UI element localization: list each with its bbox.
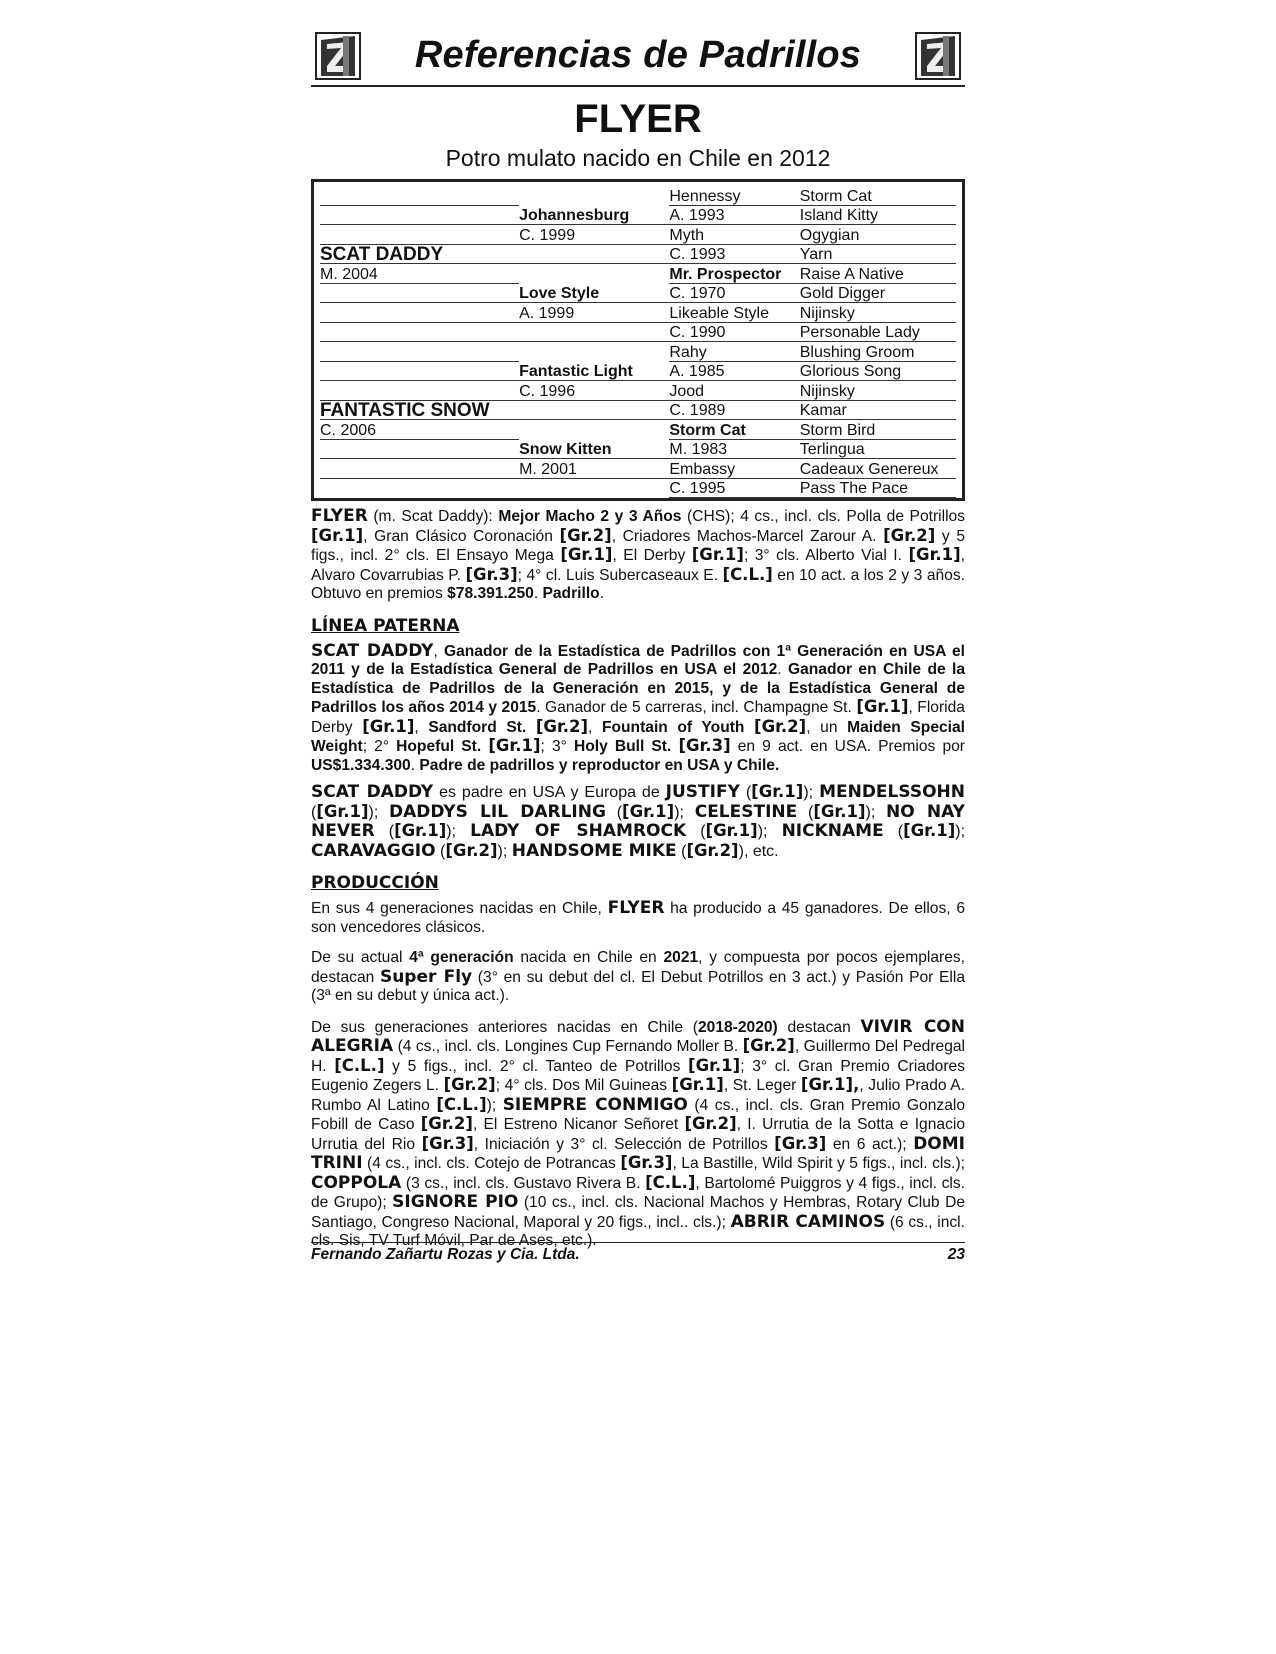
race-record-paragraph: FLYER (m. Scat Daddy): Mejor Macho 2 y 3 Años (CHS); 4 cs., incl. cls. Polla de Potrillos [Gr.1], Gran Clásico Coronación [Gr.2], Criadores Machos-Marcel Zarour A. [Gr.2] y 5 figs., incl. 2° cls. El Ensayo Mega [Gr.1], El Derby [Gr.1]; 3° cls. Alberto Vial I. [Gr.1], Alvaro Covarrubias P. [Gr.3]; 4° cl. Luis Subercaseaux E. [C.L.] en 10 act. a los 2 y 3 años. Obtuvo en premios $78.391.250. Padrillo.: [311, 506, 966, 602]
pedigree-row: [320, 284, 956, 304]
pedigree-cell: M. 2004: [320, 266, 519, 284]
pedigree-cell: C. 1989: [669, 402, 799, 420]
logo-icon: [915, 32, 961, 80]
pedigree-row: [320, 440, 956, 460]
pedigree-cell: Yarn: [800, 246, 956, 264]
pedigree-row: [320, 459, 956, 479]
footer-company: Fernando Zañartu Rozas y Cia. Ltda.: [311, 1246, 580, 1263]
pedigree-cell: Raise A Native: [800, 266, 956, 284]
pedigree-cell: Storm Cat: [669, 422, 799, 440]
page-header: [311, 30, 965, 87]
pedigree-cell: Johannesburg: [519, 207, 669, 225]
pedigree-cell: Ogygian: [800, 227, 956, 245]
pedigree-cell: C. 1999: [519, 227, 669, 245]
pedigree-row: [320, 401, 956, 421]
pedigree-table: [311, 179, 965, 501]
pedigree-cell: Likeable Style: [669, 305, 799, 323]
page-number: 23: [947, 1246, 965, 1263]
pedigree-cell: A. 1999: [519, 305, 669, 323]
pedigree-row: [320, 342, 956, 362]
pedigree-cell: Hennessy: [669, 188, 799, 206]
pedigree-cell: Storm Bird: [800, 422, 956, 440]
pedigree-row: [320, 362, 956, 382]
pedigree-row: [320, 264, 956, 284]
sire-progeny-paragraph: SCAT DADDY es padre en USA y Europa de JUSTIFY ([Gr.1]); MENDELSSOHN ([Gr.1]); DADDYS LIL DARLING ([Gr.1]); CELESTINE ([Gr.1]); NO NAY NEVER ([Gr.1]); LADY OF SHAMROCK ([Gr.1]); NICKNAME ([Gr.1]); CARAVAGGIO ([Gr.2]); HANDSOME MIKE ([Gr.2]), etc.: [311, 782, 966, 861]
pedigree-cell: Terlingua: [800, 441, 956, 459]
pedigree-row: [320, 323, 956, 343]
previous-generations-paragraph: De sus generaciones anteriores nacidas en Chile (2018-2020) destacan VIVIR CON ALEGRIA (4 cs., incl. cls. Longines Cup Fernando Moller B. [Gr.2], Guillermo Del Pedregal H. [C.L.] y 5 figs., incl. 2° cl. Tanteo de Potrillos [Gr.1]; 3° cl. Gran Premio Criadores Eugenio Zegers L. [Gr.2]; 4° cls. Dos Mil Guineas [Gr.1], St. Leger [Gr.1],, Julio Prado A. Rumbo Al Latino [C.L.]); SIEMPRE CONMIGO (4 cs., incl. cls. Gran Premio Gonzalo Fobill de Caso [Gr.2], El Estreno Nicanor Señoret [Gr.2], I. Urrutia de la Sotta e Ignacio Urrutia del Rio [Gr.3], Iniciación y 3° cl. Selección de Potrillos [Gr.3] en 6 act.); DOMI TRINI (4 cs., incl. cls. Cotejo de Potrancas [Gr.3], La Bastille, Wild Spirit y 5 figs., incl. cls.); COPPOLA (3 cs., incl. cls. Gustavo Rivera B. [C.L.], Bartolomé Puiggros y 4 figs., incl. cls. de Grupo); SIGNORE PIO (10 cs., incl. cls. Nacional Machos y Hembras, Rotary Club De Santiago, Congreso Nacional, Maporal y 20 figs., incl.. cls.); ABRIR CAMINOS (6 cs., incl. cls. Sis, TV Turf Móvil, Par de Ases, etc.).: [311, 1016, 966, 1249]
production-paragraph: En sus 4 generaciones nacidas en Chile, FLYER ha producido a 45 ganadores. De ellos, 6 son vencedores clásicos.: [311, 898, 965, 936]
pedigree-cell: C. 1995: [669, 480, 799, 498]
pedigree-row: [320, 381, 956, 401]
pedigree-row: [320, 245, 956, 265]
pedigree-cell: A. 1993: [669, 207, 799, 225]
horse-name: FLYER: [574, 97, 702, 141]
page: [311, 30, 965, 1251]
pedigree-cell: Mr. Prospector: [669, 266, 799, 284]
page-title: Referencias de Padrillos: [414, 34, 862, 76]
pedigree-cell: C. 1990: [669, 324, 799, 342]
pedigree-cell: Jood: [669, 383, 799, 401]
pedigree-cell: Glorious Song: [800, 363, 956, 381]
pedigree-row: [320, 303, 956, 323]
horse-subtitle: Potro mulato nacido en Chile en 2012: [445, 145, 831, 171]
pedigree-row: [320, 479, 956, 499]
pedigree-row: [320, 186, 956, 206]
pedigree-cell: Rahy: [669, 344, 799, 362]
pedigree-row: [320, 206, 956, 226]
pedigree-cell: Love Style: [519, 285, 669, 303]
pedigree-cell: SCAT DADDY: [320, 246, 519, 264]
pedigree-cell: Snow Kitten: [519, 441, 669, 459]
pedigree-cell: Pass The Pace: [800, 480, 956, 498]
pedigree-cell: Kamar: [800, 402, 956, 420]
pedigree-cell: Gold Digger: [800, 285, 956, 303]
pedigree-cell: Blushing Groom: [800, 344, 956, 362]
fourth-generation-paragraph: De su actual 4ª generación nacida en Chile en 2021, y compuesta por pocos ejemplares, destacan Super Fly (3° en su debut del cl. El Debut Potrillos en 3 act.) y Pasión Por Ella (3ª en su debut y única act.).: [311, 949, 966, 1004]
pedigree-cell: C. 2006: [320, 422, 519, 440]
pedigree-cell: Nijinsky: [800, 305, 956, 323]
pedigree-cell: C. 1996: [519, 383, 669, 401]
pedigree-cell: Nijinsky: [800, 383, 956, 401]
pedigree-cell: Cadeaux Genereux: [800, 461, 956, 479]
section-heading-linea-paterna: LÍNEA PATERNA: [311, 615, 460, 636]
pedigree-cell: M. 2001: [519, 461, 669, 479]
pedigree-cell: Myth: [669, 227, 799, 245]
pedigree-row: [320, 225, 956, 245]
pedigree-cell: C. 1970: [669, 285, 799, 303]
pedigree-cell: Embassy: [669, 461, 799, 479]
page-footer: [311, 1242, 965, 1264]
pedigree-cell: Personable Lady: [800, 324, 956, 342]
sire-paragraph: SCAT DADDY, Ganador de la Estadística de Padrillos con 1ª Generación en USA el 2011 y de la Estadística General de Padrillos en USA el 2012. Ganador en Chile de la Estadística de Padrillos de la Generación en 2015, y de la Estadística General de Padrillos los años 2014 y 2015. Ganador de 5 carreras, incl. Champagne St. [Gr.1], Florida Derby [Gr.1], Sandford St. [Gr.2], Fountain of Youth [Gr.2], un Maiden Special Weight; 2° Hopeful St. [Gr.1]; 3° Holy Bull St. [Gr.3] en 9 act. en USA. Premios por US$1.334.300. Padre de padrillos y reproductor en USA y Chile.: [311, 640, 966, 774]
section-heading-produccion: PRODUCCIÓN: [311, 873, 439, 893]
pedigree-cell: C. 1993: [669, 246, 799, 264]
pedigree-cell: FANTASTIC SNOW: [320, 402, 519, 420]
pedigree-cell: Island Kitty: [800, 207, 956, 225]
pedigree-cell: M. 1983: [669, 441, 799, 459]
pedigree-cell: A. 1985: [669, 363, 799, 381]
pedigree-cell: Fantastic Light: [519, 363, 669, 381]
pedigree-cell: Storm Cat: [800, 188, 956, 206]
pedigree-row: [320, 420, 956, 440]
